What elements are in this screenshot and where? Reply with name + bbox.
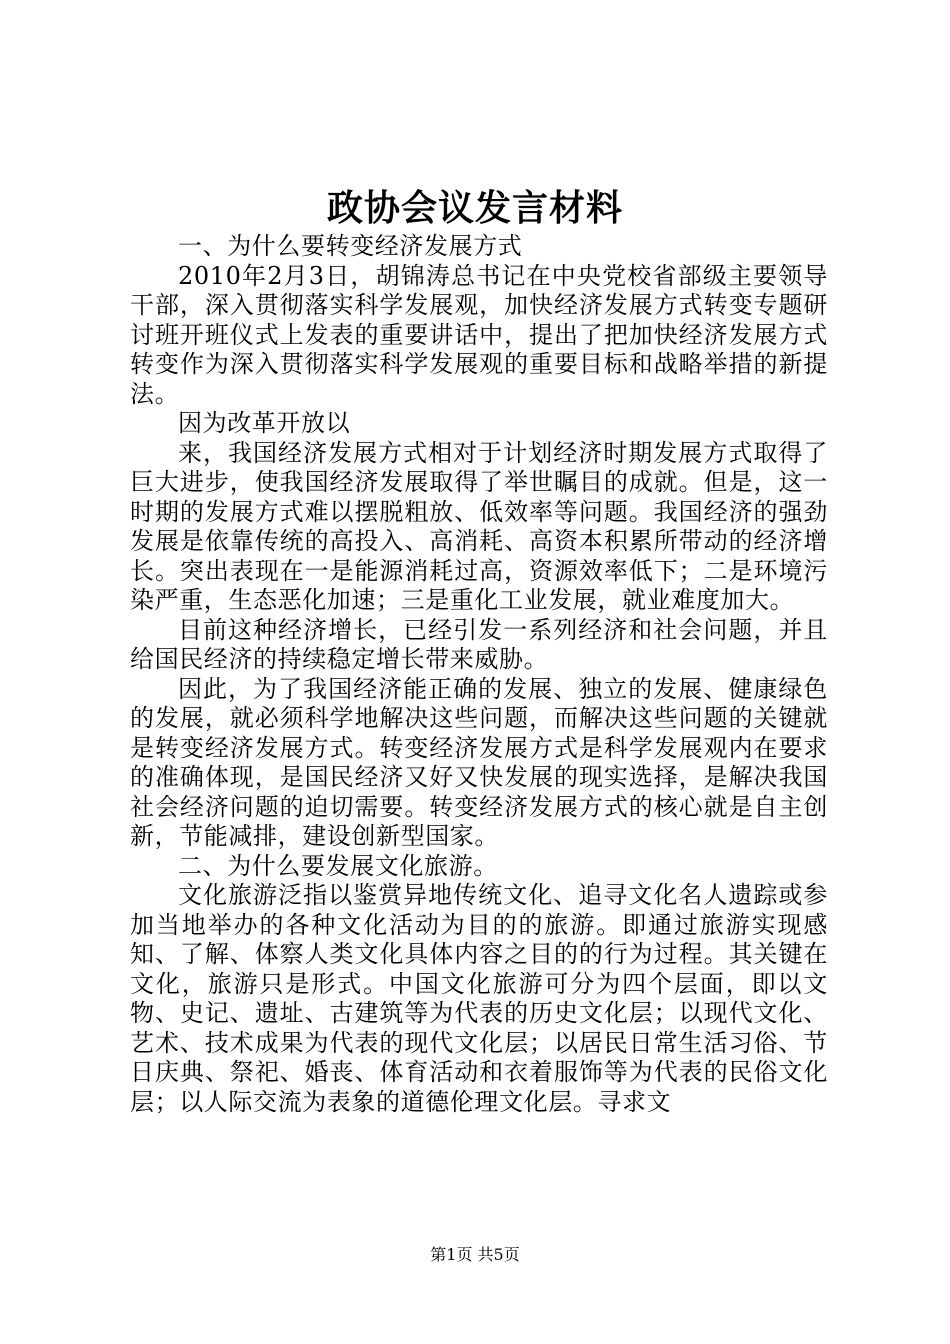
body-paragraph: 因此，为了我国经济能正确的发展、独立的发展、健康绿色的发展，就必须科学地解决这些问题，而解决这些问题的关键就是转变经济发展方式。转变经济发展方式是科学发展观内在要求的准确体现，是国民经济又好又快发展的现实选择，是解决我国社会经济问题的迫切需要。转变经济发展方式的核心就是自主创新，节能减排，建设创新型国家。 <box>130 674 828 850</box>
document-body <box>130 232 828 1117</box>
body-paragraph: 因为改革开放以 <box>178 409 351 437</box>
section-heading-1: 一、为什么要转变经济发展方式 <box>178 232 523 260</box>
section-heading-2: 二、为什么要发展文化旅游。 <box>178 851 498 880</box>
body-paragraph: 目前这种经济增长，已经引发一系列经济和社会问题，并且给国民经济的持续稳定增长带来威胁。 <box>130 615 828 673</box>
body-paragraph: 来，我国经济发展方式相对于计划经济时期发展方式取得了巨大进步，使我国经济发展取得了举世瞩目的成就。但是，这一时期的发展方式难以摆脱粗放、低效率等问题。我国经济的强劲发展是依靠传统的高投入、高消耗、高资本积累所带动的经济增长。突出表现在一是能源消耗过高，资源效率低下；二是环境污染严重，生态恶化加速；三是重化工业发展，就业难度加大。 <box>130 438 828 614</box>
body-paragraph: 2010年2月3日，胡锦涛总书记在中央党校省部级主要领导干部，深入贯彻落实科学发展观，加快经济发展方式转变专题研讨班开班仪式上发表的重要讲话中，提出了把加快经济发展方式转变作为深入贯彻落实科学发展观的重要目标和战略举措的新提法。 <box>130 261 828 408</box>
document-title: 政协会议发言材料 <box>326 187 623 229</box>
page-number: 第1页 共5页 <box>430 1245 520 1264</box>
body-paragraph: 文化旅游泛指以鉴赏异地传统文化、追寻文化名人遗踪或参加当地举办的各种文化活动为目的的旅游。即通过旅游实现感知、了解、体察人类文化具体内容之目的的行为过程。其关键在文化，旅游只是形式。中国文化旅游可分为四个层面，即以文物、史记、遗址、古建筑等为代表的历史文化层；以现代文化、艺术、技术成果为代表的现代文化层；以居民日常生活习俗、节日庆典、祭祀、婚丧、体育活动和衣着服饰等为代表的民俗文化层；以人际交流为表象的道德伦理文化层。寻求文 <box>130 881 828 1116</box>
